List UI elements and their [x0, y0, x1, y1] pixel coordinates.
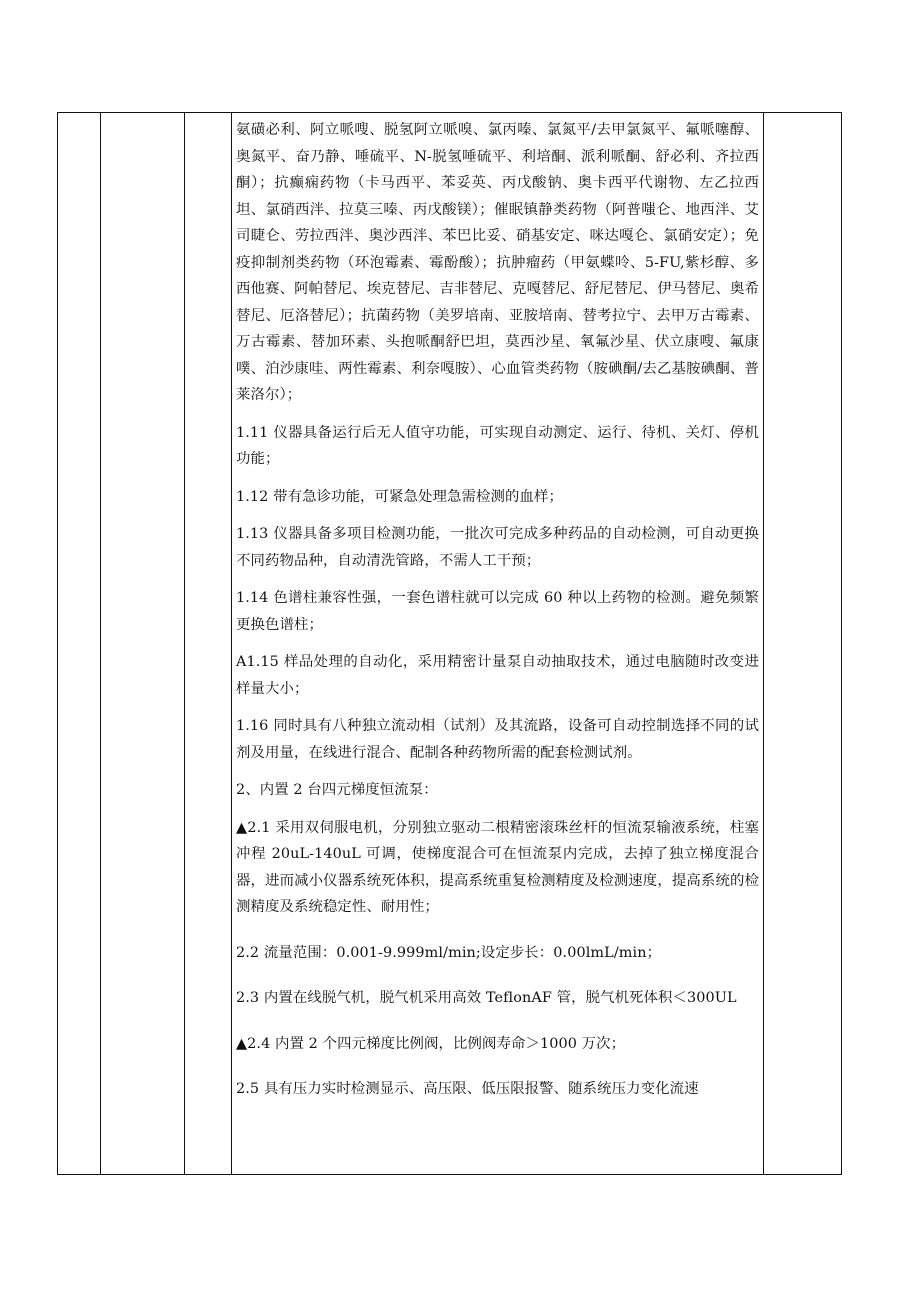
remarks-cell [764, 113, 842, 1175]
item-1-11: 1.11 仪器具备运行后无人值守功能，可实现自动测定、运行、待机、关灯、停机功能； [236, 424, 759, 467]
item-1-16: 1.16 同时具有八种独立流动相（试剂）及其流路，设备可自动控制选择不同的试剂及用量，在线进行混合、配制各种药物所需的配套检测试剂。 [236, 718, 759, 761]
item-2-3: 2.3 内置在线脱气机，脱气机采用高效 TeflonAF 管，脱气机死体积＜300UL [236, 990, 737, 1006]
item-1-14: 1.14 色谱柱兼容性强，一套色谱柱就可以完成 60 种以上药物的检测。避免频繁更换色谱柱； [236, 590, 759, 633]
item-2-2: 2.2 流量范围：0.001-9.999ml/min;设定步长：0.00lmL/min； [236, 944, 662, 961]
item-2-5: 2.5 具有压力实时检测显示、高压限、低压限报警、随系统压力变化流速 [236, 1081, 699, 1097]
spec-table [57, 112, 842, 1175]
item-1-15: A1.15 样品处理的自动化，采用精密计量泵自动抽取技术，通过电脑随时改变进样量大小； [236, 654, 759, 697]
continued-paragraph: 氨磺必利、阿立哌嗖、脱氢阿立哌嗅、氯丙嗪、氯氮平/去甲氯氮平、氟哌噻醇、奥氮平、奋乃静、唾硫平、N-脱氢唾硫平、利培酮、派利哌酮、舒必利、齐拉西酮）；抗癫痫药物（卡马西平、苯妥英、丙戊酸钠、奥卡西平代谢物、左乙拉西坦、氯硝西泮、拉莫三嗪、丙戊酸镁）；催眠镇静类药物（阿普嗤仑、地西泮、艾司睫仑、劳拉西泮、奥沙西泮、苯巴比妥、硝基安定、咪达嘎仑、氯硝安定）；免疫抑制剂类药物（环泡霉素、霉酚酸）；抗肿瘤药（甲氨蝶呤、5-FU,紫杉醇、多西他赛、阿帕替尼、埃克替尼、吉非替尼、克嘎替尼、舒尼替尼、伊马替尼、奥希替尼、厄洛替尼）；抗菌药物（美罗培南、亚胺培南、替考拉宁、去甲万古霉素、万古霉素、替加环素、头抱哌酮舒巴坦，莫西沙星、氧氟沙星、伏立康嗖、氟康噗、泊沙康哇、两性霉素、利奈嘎胺）、心血管类药物（胺碘酮/去乙基胺碘酮、普莱洛尔）； [236, 122, 759, 403]
item-1-12: 1.12 带有急诊功能，可紧急处理急需检测的血样； [236, 488, 563, 505]
item-1-13: 1.13 仪器具备多项目检测功能，一批次可完成多种药品的自动检测，可自动更换不同药物品种，自动清洗管路，不需人工干预； [236, 526, 759, 569]
requirements-cell [232, 113, 764, 1175]
name-cell [101, 113, 185, 1175]
item-2-1: ▲2.1 采用双伺服电机，分别独立驱动二根精密滚珠丝杆的恒流泵输液系统，柱塞冲程 20uL-140uL 可调，使梯度混合可在恒流泵内完成，去掉了独立梯度混合器，进而减小仪器系统死体积，提高系统重复检测精度及检测速度，提高系统的检测精度及系统稳定性、耐用性； [236, 819, 759, 915]
quantity-cell [185, 113, 232, 1175]
index-cell [58, 113, 101, 1175]
requirements-content [232, 113, 763, 1103]
table-row [58, 113, 842, 1175]
section-2-heading: 2、内置 2 台四元梯度恒流泵： [236, 782, 438, 798]
item-2-4: ▲2.4 内置 2 个四元梯度比例阀，比例阀寿命＞1000 万次； [236, 1035, 626, 1052]
